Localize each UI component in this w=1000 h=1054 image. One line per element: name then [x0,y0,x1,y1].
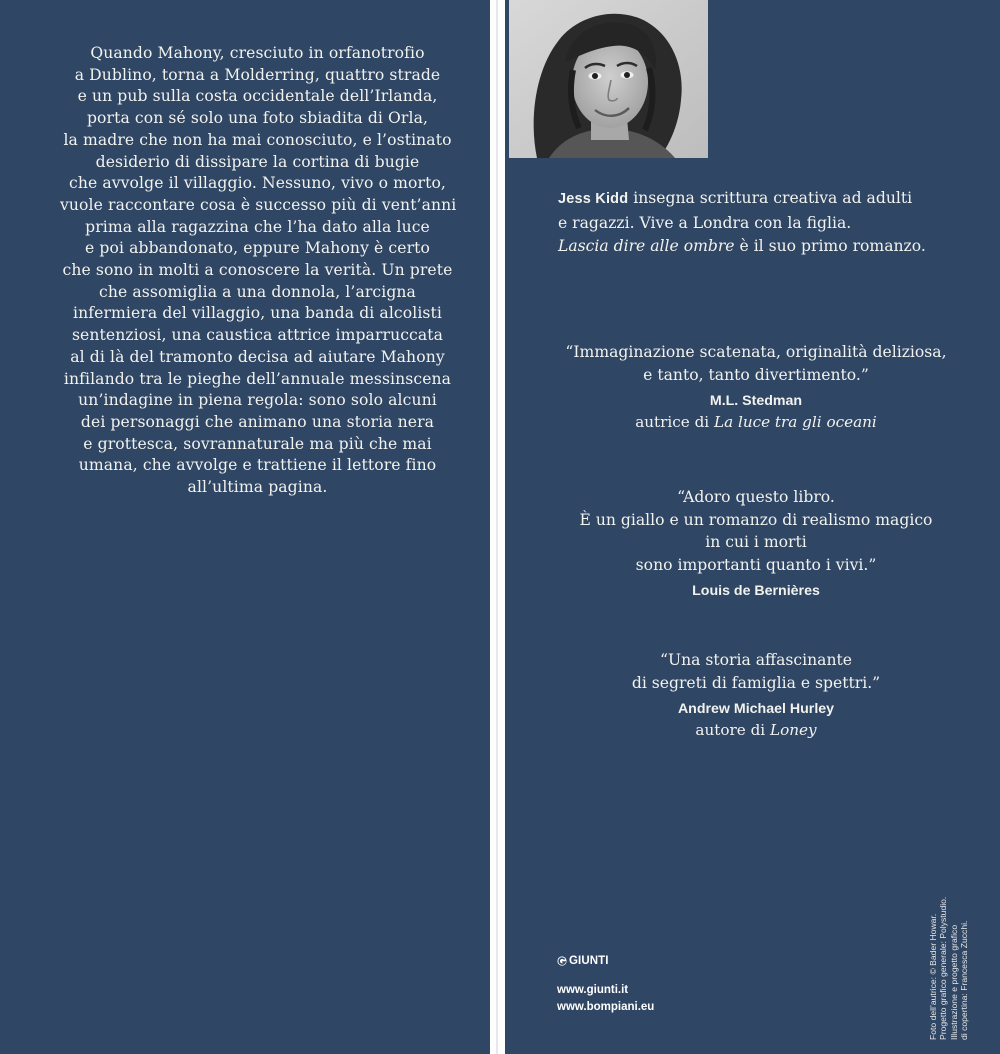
synopsis-line: infilando tra le pieghe dell’annuale messinscena [63,369,452,388]
synopsis-line: un’indagine in piena regola: sono solo alcuni [78,391,437,410]
review-quote [540,649,972,739]
credit-line: di copertina: Francesca Zucchi. [958,920,969,1040]
publisher-logo [557,955,609,967]
publisher-url-link[interactable]: www.giunti.it [557,984,629,996]
synopsis-line: sentenziosi, una caustica attrice imparruccata [71,326,444,345]
credit-line: Progetto grafico generale: Polystudio. [938,896,949,1040]
synopsis-line: all’ultima pagina. [187,478,328,497]
quote-author: M.L. Stedman [709,393,803,409]
quote-text [540,486,972,576]
quote-line: in cui i morti [705,533,807,551]
synopsis-line: umana, che avvolge e trattiene il lettore fino [78,456,437,475]
quote-line: e tanto, tanto divertimento.” [643,365,869,384]
credit-line: Illustrazione e progetto grafico [948,924,959,1040]
source-prefix: autore di [695,721,770,739]
source-title: La luce tra gli oceani [714,413,877,431]
author-portrait-illustration [509,0,708,158]
author-photo [509,0,708,158]
bio-line1-text: insegna scrittura creativa ad adulti [628,189,913,207]
synopsis-line: e grottesca, sovrannaturale ma più che mai [83,434,432,453]
synopsis-line: prima alla ragazzina che l’ha dato alla luce [85,217,430,236]
spine-fold [490,0,505,1054]
quote-author: Louis de Bernières [692,583,820,599]
quote-line: “Immaginazione scatenata, originalità deliziosa, [565,343,947,361]
synopsis-text [60,43,455,499]
bio-line [558,187,968,212]
synopsis-line: e un pub sulla costa occidentale dell’Irlanda, [77,87,438,106]
synopsis-line: vuole raccontare cosa è successo più di vent’anni [60,195,457,214]
quote-source [540,721,972,739]
quote-line: sono importanti quanto i vivi.” [635,555,877,574]
synopsis-line: al di là del tramonto decisa ad aiutare Mahony [70,347,445,366]
giunti-logo-icon [557,956,567,966]
credit-line: Foto dell’autrice: © Bader Howar. [928,913,938,1040]
quote-line: “Una storia affascinante [659,651,853,669]
publisher-url-link[interactable]: www.bompiani.eu [557,1000,655,1013]
synopsis-line: e poi abbandonato, eppure Mahony è certo [84,239,430,258]
quote-line: di segreti di famiglia e spettri.” [631,673,881,692]
quote-line: È un giallo e un romanzo di realismo magico [579,510,933,529]
source-prefix: autrice di [635,413,714,431]
quote-line: “Adoro questo libro. [677,488,835,506]
publisher-name: GIUNTI [569,955,609,967]
synopsis-line: infermiera del villaggio, una banda di alcolisti [73,304,442,323]
synopsis-line: desiderio di dissipare la cortina di bugie [95,152,420,171]
synopsis-line: dei personaggi che animano una storia nera [80,412,435,431]
synopsis-line: porta con sé solo una foto sbiadita di Orla, [86,109,429,128]
bio-line: e ragazzi. Vive a Londra con la figlia. [558,213,852,232]
quote-author: Andrew Michael Hurley [677,701,835,717]
quote-source [540,413,972,431]
author-bio [558,187,968,259]
review-quote [540,486,972,599]
source-title: Loney [769,721,817,739]
quote-text [540,649,972,694]
bio-line3-text: è il suo primo romanzo. [734,237,926,256]
author-name: Jess Kidd [558,191,629,207]
synopsis-line: che assomiglia a una donnola, l’arcigna [99,282,416,301]
synopsis-line: Quando Mahony, cresciuto in orfanotrofio [90,44,425,62]
image-credits [928,890,969,1040]
book-title: Lascia dire alle ombre [558,237,735,256]
synopsis-line: che avvolge il villaggio. Nessuno, vivo o morto, [68,174,446,193]
quote-text [540,341,972,386]
synopsis-line: che sono in molti a conoscere la verità. Un prete [62,261,453,280]
synopsis-line: la madre che non ha mai conosciuto, e l’ostinato [63,130,452,149]
bio-line [558,235,968,259]
review-quote [540,341,972,431]
synopsis-line: a Dublino, torna a Molderring, quattro strade [74,65,441,84]
publisher-urls [557,982,654,1015]
